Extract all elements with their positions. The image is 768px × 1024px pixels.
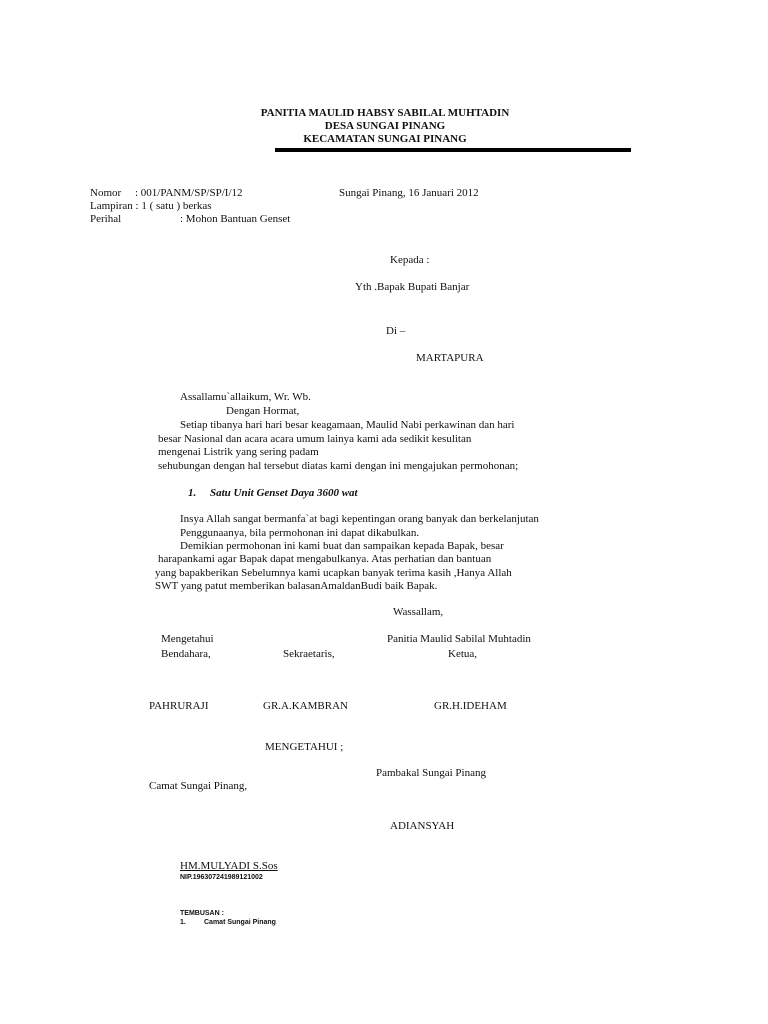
perihal-value: : Mohon Bantuan Genset xyxy=(180,213,291,225)
lampiran: Lampiran : 1 ( satu ) berkas xyxy=(90,200,212,212)
camat-title: Camat Sungai Pinang, xyxy=(149,780,248,792)
nomor-value: : 001/PANM/SP/SP/I/12 xyxy=(135,187,243,199)
recipient-di: Di – xyxy=(386,325,406,337)
item-number: 1. xyxy=(188,487,197,499)
paragraph-3-line-1: Demikian permohonan ini kami buat dan sampaikan kepada Bapak, besar xyxy=(180,540,504,552)
paragraph-1-line-3: mengenai Listrik yang sering padam xyxy=(158,446,319,458)
recipient-city: MARTAPURA xyxy=(416,352,484,364)
mengetahui-left: Mengetahui xyxy=(161,633,214,645)
paragraph-3-line-2: harapankami agar Bapak dapat mengabulkanya. Atas perhatian dan bantuan xyxy=(158,553,492,565)
pambakal-name: ADIANSYAH xyxy=(390,820,455,832)
sekretaris-title: Sekraetaris, xyxy=(283,648,335,660)
tembusan-item: Camat Sungai Pinang xyxy=(204,919,276,926)
sekretaris-name: GR.A.KAMBRAN xyxy=(263,700,348,712)
paragraph-1-line-1: Setiap tibanya hari hari besar keagamaan, Maulid Nabi perkawinan dan hari xyxy=(180,419,515,431)
tembusan-item-number: 1. xyxy=(180,919,186,926)
bendahara-title: Bendahara, xyxy=(161,648,211,660)
paragraph-3-line-3: yang bapakberikan Sebelumnya kami ucapkan banyak terima kasih ,Hanya Allah xyxy=(155,567,512,579)
dengan-hormat: Dengan Hormat, xyxy=(226,405,300,417)
kepada: Kepada : xyxy=(390,254,430,266)
paragraph-1-line-4: sehubungan dengan hal tersebut diatas kami dengan ini mengajukan permohonan; xyxy=(158,460,519,472)
item-text: Satu Unit Genset Daya 3600 wat xyxy=(210,487,358,499)
pambakal-title: Pambakal Sungai Pinang xyxy=(376,767,486,779)
perihal-label: Perihal xyxy=(90,213,122,225)
tembusan-label: TEMBUSAN : xyxy=(180,910,224,917)
bendahara-name: PAHRURAJI xyxy=(149,700,209,712)
paragraph-3-line-4: SWT yang patut memberikan balasanAmaldanBudi baik Bapak. xyxy=(155,580,438,592)
panitia-title: Panitia Maulid Sabilal Muhtadin xyxy=(387,633,531,645)
greeting: Assallamu`allaikum, Wr. Wb. xyxy=(180,391,311,403)
ketua-name: GR.H.IDEHAM xyxy=(434,700,507,712)
paragraph-2-line-2: Penggunaanya, bila permohonan ini dapat dikabulkan. xyxy=(180,527,420,539)
nomor-label: Nomor xyxy=(90,187,122,199)
place-date: Sungai Pinang, 16 Januari 2012 xyxy=(339,187,479,199)
camat-name: HM.MULYADI S.Sos xyxy=(180,860,278,872)
closing: Wassallam, xyxy=(393,606,444,618)
mengetahui-center: MENGETAHUI ; xyxy=(265,741,344,753)
ketua-title: Ketua, xyxy=(448,648,478,660)
recipient-yth: Yth .Bapak Bupati Banjar xyxy=(355,281,470,293)
header-divider xyxy=(275,148,631,152)
header-line-2: DESA SUNGAI PINANG xyxy=(324,120,446,132)
paragraph-1-line-2: besar Nasional dan acara acara umum lainya kami ada sedikit kesulitan xyxy=(158,433,472,445)
paragraph-2-line-1: Insya Allah sangat bermanfa`at bagi kepentingan orang banyak dan berkelanjutan xyxy=(180,513,539,525)
camat-nip: NIP.196307241989121002 xyxy=(180,874,263,881)
header-line-1: PANITIA MAULID HABSY SABILAL MUHTADIN xyxy=(260,107,510,119)
header-line-3: KECAMATAN SUNGAI PINANG xyxy=(303,133,467,145)
